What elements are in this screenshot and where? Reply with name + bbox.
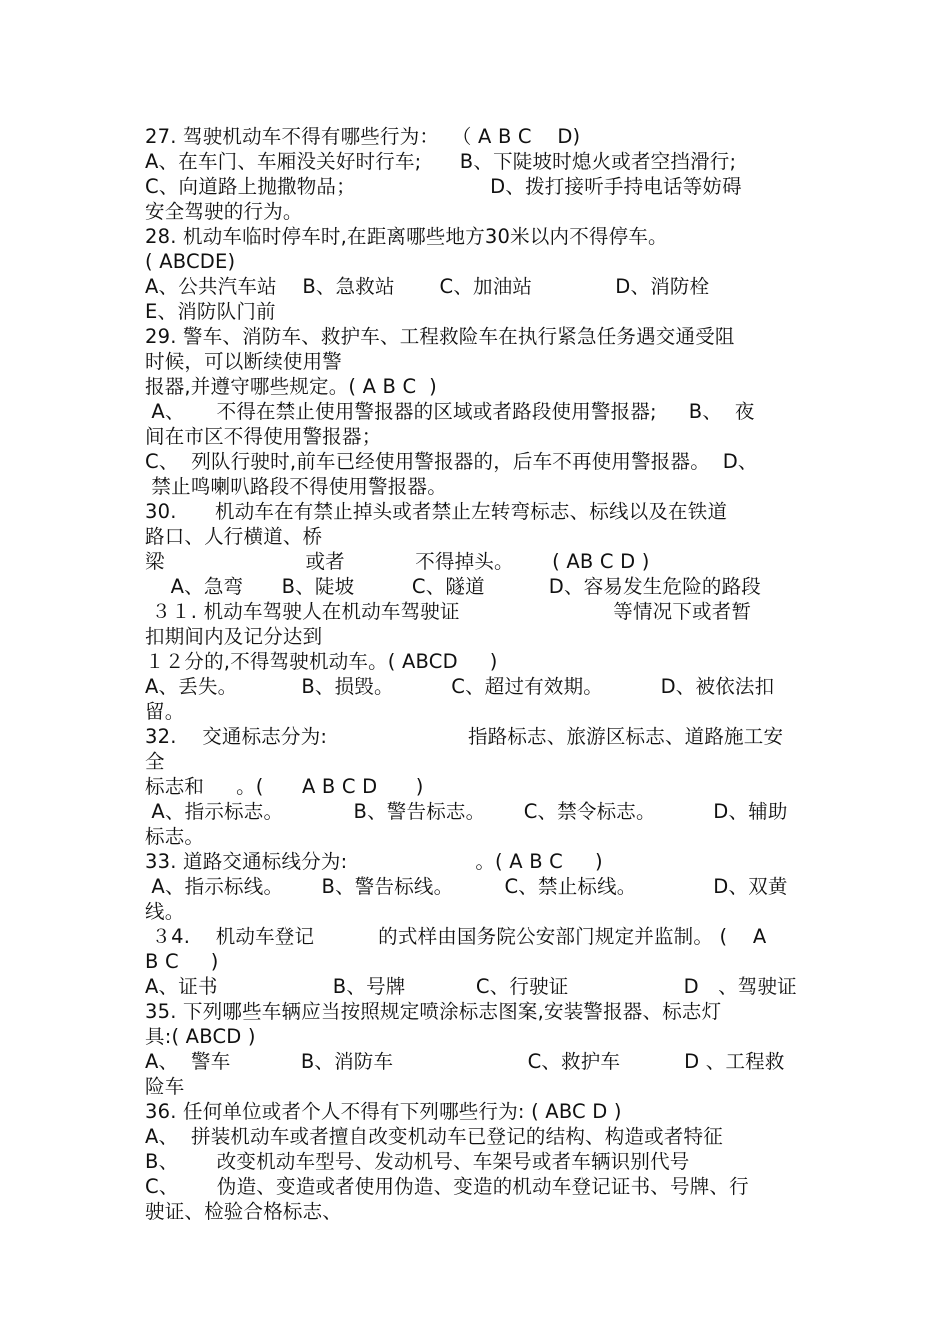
text-line: A、公共汽车站 B、急救站 C、加油站 D、消防栓 [145, 275, 710, 298]
text-line: 29. 警车、消防车、救护车、工程救险车在执行紧急任务遇交通受阻 [145, 325, 735, 348]
text-line: A、急弯 B、陡坡 C、隧道 D、容易发生危险的路段 [145, 575, 762, 598]
text-line: 标志。 [145, 825, 205, 848]
text-line: A、证书 B、号牌 C、行驶证 D 、驾驶证 [145, 975, 797, 998]
text-line: 36. 任何单位或者个人不得有下列哪些行为: ( ABC D ) [145, 1100, 622, 1123]
text-line: 27. 驾驶机动车不得有哪些行为： （ A B C D) [145, 125, 581, 148]
text-line: C、 列队行驶时,前车已经使用警报器的，后车不再使用警报器。 D、 [145, 450, 758, 473]
text-line: ３１. 机动车驾驶人在机动车驾驶证 等情况下或者暂 [145, 600, 752, 623]
text-line: ( ABCDE) [145, 250, 236, 273]
text-line: 全 [145, 750, 165, 773]
text-line: E、消防队门前 [145, 300, 276, 323]
text-line: 梁 或者 不得掉头。 ( AB C D ) [145, 550, 650, 573]
text-line: 间在市区不得使用警报器； [145, 425, 382, 448]
text-line: ３4. 机动车登记 的式样由国务院公安部门规定并监制。 ( A [145, 925, 767, 948]
text-line: A、指示标志。 B、警告标志。 C、禁令标志。 D、辅助 [145, 800, 788, 823]
text-line: C、 伪造、变造或者使用伪造、变造的机动车登记证书、号牌、行 [145, 1175, 749, 1198]
text-line: 扣期间内及记分达到 [145, 625, 323, 648]
text-line: 驶证、检验合格标志、 [145, 1200, 343, 1223]
text-line: A、指示标线。 B、警告标线。 C、禁止标线。 D、双黄 [145, 875, 788, 898]
text-line: 标志和 。( A B C D ) [145, 775, 424, 798]
text-line: B、 改变机动车型号、发动机号、车架号或者车辆识别代号 [145, 1150, 690, 1173]
text-line: 35. 下列哪些车辆应当按照规定喷涂标志图案,安装警报器、标志灯 [145, 1000, 722, 1023]
text-line: 28. 机动车临时停车时,在距离哪些地方30米以内不得停车。 [145, 225, 668, 248]
text-line: 路口、人行横道、桥 [145, 525, 323, 548]
text-line: 安全驾驶的行为。 [145, 200, 303, 223]
text-line: A、 拼装机动车或者擅自改变机动车已登记的结构、构造或者特征 [145, 1125, 723, 1148]
text-line: A、 警车 B、消防车 C、救护车 D 、工程救 [145, 1050, 785, 1073]
text-line: 33. 道路交通标线分为: 。( A B C ) [145, 850, 603, 873]
text-line: 禁止鸣喇叭路段不得使用警报器。 [145, 475, 447, 498]
text-line: 线。 [145, 900, 185, 923]
text-line: C、向道路上抛撒物品； D、拨打接听手持电话等妨碍 [145, 175, 742, 198]
text-line: 30. 机动车在有禁止掉头或者禁止左转弯标志、标线以及在铁道 [145, 500, 728, 523]
text-line: A、丢失。 B、损毁。 C、超过有效期。 D、被依法扣 [145, 675, 775, 698]
text-line: １２分的,不得驾驶机动车。( ABCD ) [145, 650, 498, 673]
text-line: 32. 交通标志分为: 指路标志、旅游区标志、道路施工安 [145, 725, 784, 748]
text-line: 险车 [145, 1075, 185, 1098]
text-line: 报器,并遵守哪些规定。( A B C ) [145, 375, 437, 398]
text-line: B C ) [145, 950, 219, 973]
text-line: 留。 [145, 700, 185, 723]
text-line: 具:( ABCD ) [145, 1025, 256, 1048]
text-line: 时候，可以断续使用警 [145, 350, 343, 373]
text-line: A、在车门、车厢没关好时行车; B、下陡坡时熄火或者空挡滑行; [145, 150, 737, 173]
text-line: A、 不得在禁止使用警报器的区域或者路段使用警报器; B、 夜 [145, 400, 755, 423]
